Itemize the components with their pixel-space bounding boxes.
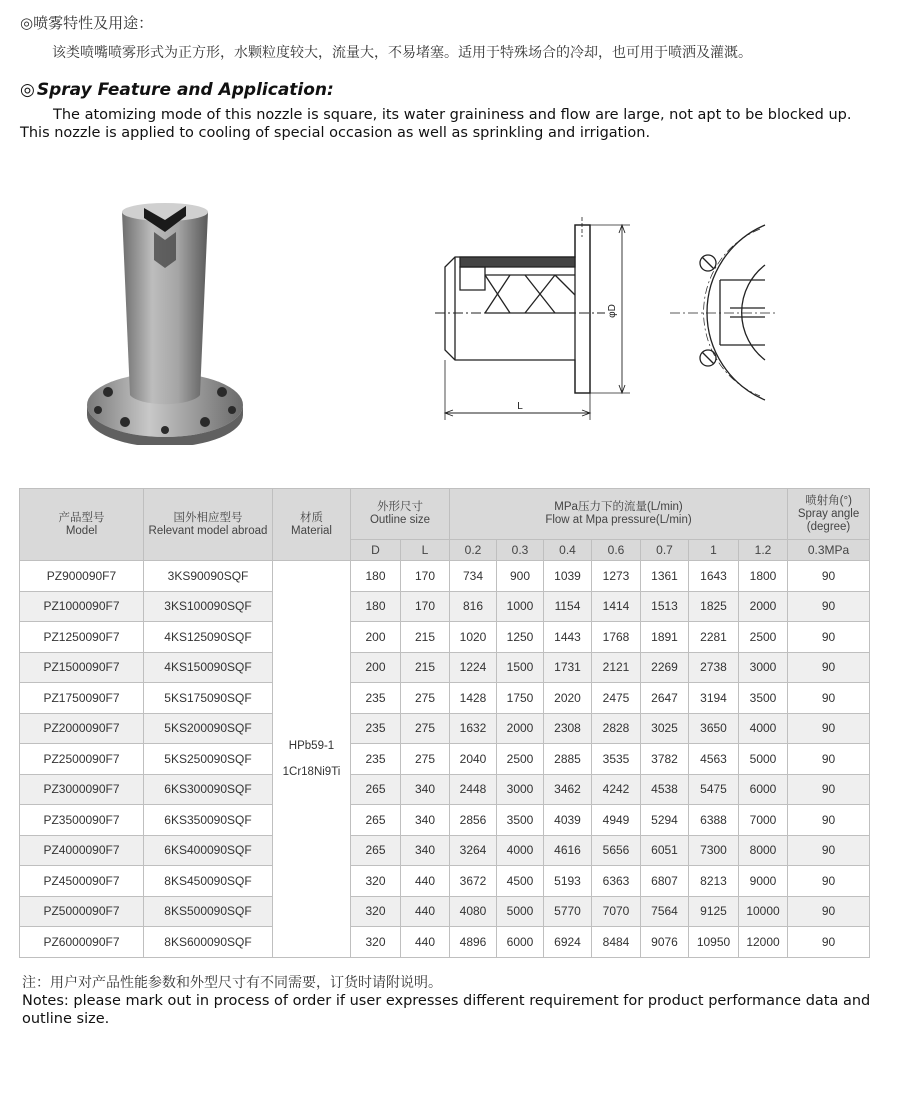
table-cell: 1768	[592, 622, 641, 653]
table-cell: 90	[788, 591, 870, 622]
table-cell: 2856	[450, 805, 497, 836]
material-1: HPb59-1	[288, 739, 335, 752]
table-cell: 8KS500090SQF	[144, 896, 273, 927]
header-pressure: 0.3	[497, 540, 544, 561]
table-cell: 10950	[689, 927, 739, 958]
table-row	[20, 835, 870, 866]
table-cell: 4KS150090SQF	[144, 652, 273, 683]
table-cell: PZ2500090F7	[20, 744, 144, 775]
table-cell: 1500	[497, 652, 544, 683]
dimension-l-label: L	[517, 401, 523, 412]
table-cell: 9076	[641, 927, 689, 958]
table-cell: 90	[788, 744, 870, 775]
table-cell: 9125	[689, 896, 739, 927]
table-cell: 2647	[641, 683, 689, 714]
table-cell: 3194	[689, 683, 739, 714]
table-cell: 90	[788, 713, 870, 744]
table-cell: 90	[788, 683, 870, 714]
table-cell: 2308	[544, 713, 592, 744]
specification-table	[19, 488, 870, 958]
table-cell: 235	[351, 713, 401, 744]
table-cell: 1224	[450, 652, 497, 683]
table-cell: PZ6000090F7	[20, 927, 144, 958]
table-cell: 275	[401, 744, 450, 775]
table-cell: 1273	[592, 561, 641, 592]
table-cell: 1513	[641, 591, 689, 622]
table-cell: 90	[788, 622, 870, 653]
table-cell: 6KS300090SQF	[144, 774, 273, 805]
table-cell: 4563	[689, 744, 739, 775]
table-cell: 4949	[592, 805, 641, 836]
table-cell: 1361	[641, 561, 689, 592]
table-cell: 4080	[450, 896, 497, 927]
table-cell: 170	[401, 561, 450, 592]
table-cell: 4500	[497, 866, 544, 897]
table-cell: 6051	[641, 835, 689, 866]
table-cell: 2020	[544, 683, 592, 714]
table-cell: 3500	[739, 683, 788, 714]
table-cell: 90	[788, 866, 870, 897]
table-cell: PZ1750090F7	[20, 683, 144, 714]
header-material: 材质 Material	[273, 489, 351, 561]
table-cell: 1250	[497, 622, 544, 653]
table-cell: 1039	[544, 561, 592, 592]
table-cell: PZ1250090F7	[20, 622, 144, 653]
english-description	[20, 106, 880, 142]
table-cell: 3000	[739, 652, 788, 683]
dimension-d-label: φD	[607, 304, 618, 318]
table-cell: PZ3500090F7	[20, 805, 144, 836]
table-cell: 1000	[497, 591, 544, 622]
table-cell: 1020	[450, 622, 497, 653]
table-cell: 1154	[544, 591, 592, 622]
table-row	[20, 561, 870, 592]
table-cell: 2448	[450, 774, 497, 805]
table-cell: 3650	[689, 713, 739, 744]
table-row	[20, 774, 870, 805]
table-cell: 180	[351, 561, 401, 592]
table-cell: 8213	[689, 866, 739, 897]
header-l: L	[401, 540, 450, 561]
header-model: 产品型号 Model	[20, 489, 144, 561]
table-cell: 1891	[641, 622, 689, 653]
header-relevant-model: 国外相应型号 Relevant model abroad	[144, 489, 273, 561]
table-cell: 5656	[592, 835, 641, 866]
table-cell: 215	[401, 622, 450, 653]
header-pressure: 0.4	[544, 540, 592, 561]
table-cell: 5193	[544, 866, 592, 897]
table-cell: 2828	[592, 713, 641, 744]
table-cell: 7564	[641, 896, 689, 927]
table-cell: 12000	[739, 927, 788, 958]
header-pressure: 0.6	[592, 540, 641, 561]
table-cell: 734	[450, 561, 497, 592]
table-cell: PZ900090F7	[20, 561, 144, 592]
table-cell: 4242	[592, 774, 641, 805]
header-flow: MPa压力下的流量(L/min) Flow at Mpa pressure(L/min)	[450, 489, 788, 540]
table-cell: 3025	[641, 713, 689, 744]
table-cell: 90	[788, 652, 870, 683]
table-cell: PZ3000090F7	[20, 774, 144, 805]
header-spray-angle: 喷射角(°) Spray angle (degree)	[788, 489, 870, 540]
table-row	[20, 622, 870, 653]
table-cell: 440	[401, 896, 450, 927]
table-cell: 2500	[739, 622, 788, 653]
table-cell: 3672	[450, 866, 497, 897]
table-cell: 8484	[592, 927, 641, 958]
table-cell: 5KS200090SQF	[144, 713, 273, 744]
header-angle-pressure: 0.3MPa	[788, 540, 870, 561]
table-cell: 235	[351, 683, 401, 714]
table-cell: 2475	[592, 683, 641, 714]
material-2: 1Cr18Ni9Ti	[282, 765, 341, 778]
table-cell: 170	[401, 591, 450, 622]
table-cell: 1443	[544, 622, 592, 653]
table-cell: 4616	[544, 835, 592, 866]
table-cell: 8000	[739, 835, 788, 866]
table-cell: 90	[788, 774, 870, 805]
table-cell: 90	[788, 835, 870, 866]
table-cell: 6000	[739, 774, 788, 805]
table-cell: 6KS350090SQF	[144, 805, 273, 836]
table-cell: 7300	[689, 835, 739, 866]
table-cell: 1643	[689, 561, 739, 592]
table-cell: 320	[351, 866, 401, 897]
table-cell: 1428	[450, 683, 497, 714]
table-cell: 6924	[544, 927, 592, 958]
header-d: D	[351, 540, 401, 561]
table-cell: 7000	[739, 805, 788, 836]
header-pressure: 1	[689, 540, 739, 561]
english-description-line-1: The atomizing mode of this nozzle is square, its water graininess and flow are large, not apt to be blocked up.	[53, 107, 852, 123]
table-cell: PZ1500090F7	[20, 652, 144, 683]
chinese-note: 注：用户对产品性能参数和外型尺寸有不同需要，订货时请附说明。	[22, 975, 442, 991]
table-cell: 320	[351, 896, 401, 927]
table-cell: 816	[450, 591, 497, 622]
table-cell: 4KS125090SQF	[144, 622, 273, 653]
table-cell: PZ4500090F7	[20, 866, 144, 897]
table-cell: 2000	[497, 713, 544, 744]
table-cell: 340	[401, 774, 450, 805]
english-title-text: Spray Feature and Application:	[36, 80, 334, 100]
table-cell: 2121	[592, 652, 641, 683]
table-row	[20, 652, 870, 683]
table-cell: 5000	[739, 744, 788, 775]
table-cell: 340	[401, 835, 450, 866]
table-cell: 90	[788, 927, 870, 958]
english-description-line-2: This nozzle is applied to cooling of special occasion as well as sprinkling and irrigation.	[20, 125, 651, 141]
table-cell: 4538	[641, 774, 689, 805]
table-cell: 6363	[592, 866, 641, 897]
table-cell: 6388	[689, 805, 739, 836]
table-cell: 7070	[592, 896, 641, 927]
table-cell: PZ4000090F7	[20, 835, 144, 866]
table-cell: 6000	[497, 927, 544, 958]
table-row	[20, 591, 870, 622]
table-cell: 265	[351, 774, 401, 805]
table-cell: 440	[401, 927, 450, 958]
table-cell: 6807	[641, 866, 689, 897]
chinese-section-title: ◎喷雾特性及用途：	[20, 14, 154, 32]
table-cell: 215	[401, 652, 450, 683]
table-cell: 3500	[497, 805, 544, 836]
table-cell: 320	[351, 927, 401, 958]
nozzle-photo	[80, 200, 250, 445]
technical-drawing	[430, 215, 780, 430]
table-cell: 200	[351, 622, 401, 653]
table-cell: 90	[788, 561, 870, 592]
header-pressure: 0.7	[641, 540, 689, 561]
table-cell: 4000	[497, 835, 544, 866]
title-mark: ◎	[20, 80, 35, 100]
table-cell: 5770	[544, 896, 592, 927]
header-pressure: 1.2	[739, 540, 788, 561]
table-row	[20, 683, 870, 714]
table-row	[20, 805, 870, 836]
table-cell: 2040	[450, 744, 497, 775]
table-cell: 5000	[497, 896, 544, 927]
table-cell: 1825	[689, 591, 739, 622]
table-cell: PZ1000090F7	[20, 591, 144, 622]
table-cell: 1731	[544, 652, 592, 683]
table-cell: 6KS400090SQF	[144, 835, 273, 866]
table-cell: 4039	[544, 805, 592, 836]
table-cell: 180	[351, 591, 401, 622]
table-cell: 90	[788, 896, 870, 927]
chinese-description: 该类喷嘴喷雾形式为正方形，水颗粒度较大，流量大，不易堵塞。适用于特殊场合的冷却，也可用于喷洒及灌溉。	[52, 45, 752, 61]
table-cell: 265	[351, 835, 401, 866]
table-cell: 3782	[641, 744, 689, 775]
table-cell: 3KS100090SQF	[144, 591, 273, 622]
table-cell: 9000	[739, 866, 788, 897]
table-cell: 5KS250090SQF	[144, 744, 273, 775]
table-cell: 8KS450090SQF	[144, 866, 273, 897]
table-cell: 3000	[497, 774, 544, 805]
table-cell: 3264	[450, 835, 497, 866]
table-cell: 3535	[592, 744, 641, 775]
table-cell: 5475	[689, 774, 739, 805]
table-cell: 5294	[641, 805, 689, 836]
table-row	[20, 744, 870, 775]
table-cell: 10000	[739, 896, 788, 927]
specification-table-body	[20, 561, 870, 958]
table-cell: 2738	[689, 652, 739, 683]
table-row	[20, 713, 870, 744]
table-cell: 900	[497, 561, 544, 592]
table-cell: 1414	[592, 591, 641, 622]
table-cell: 235	[351, 744, 401, 775]
table-cell: 90	[788, 805, 870, 836]
table-cell: 265	[351, 805, 401, 836]
table-cell: 2281	[689, 622, 739, 653]
header-pressure: 0.2	[450, 540, 497, 561]
table-cell: 3KS90090SQF	[144, 561, 273, 592]
table-cell: 3462	[544, 774, 592, 805]
table-row	[20, 896, 870, 927]
english-note: Notes: please mark out in process of order if user expresses different requirement for product performance data and outline size.	[22, 993, 871, 1027]
table-cell: 1750	[497, 683, 544, 714]
table-cell: PZ5000090F7	[20, 896, 144, 927]
table-cell: 1800	[739, 561, 788, 592]
table-cell: 340	[401, 805, 450, 836]
table-cell: 2000	[739, 591, 788, 622]
table-cell: PZ2000090F7	[20, 713, 144, 744]
table-cell: 275	[401, 683, 450, 714]
table-cell: 8KS600090SQF	[144, 927, 273, 958]
table-cell: 5KS175090SQF	[144, 683, 273, 714]
table-cell: 4896	[450, 927, 497, 958]
table-cell: 440	[401, 866, 450, 897]
table-cell: 1632	[450, 713, 497, 744]
table-cell: 2885	[544, 744, 592, 775]
table-cell: 2269	[641, 652, 689, 683]
table-cell: 200	[351, 652, 401, 683]
english-section-title	[20, 80, 334, 100]
material-cell	[273, 561, 351, 958]
table-cell: 4000	[739, 713, 788, 744]
header-outline-size: 外形尺寸 Outline size	[351, 489, 450, 540]
table-row	[20, 866, 870, 897]
table-cell: 2500	[497, 744, 544, 775]
table-row	[20, 927, 870, 958]
table-cell: 275	[401, 713, 450, 744]
